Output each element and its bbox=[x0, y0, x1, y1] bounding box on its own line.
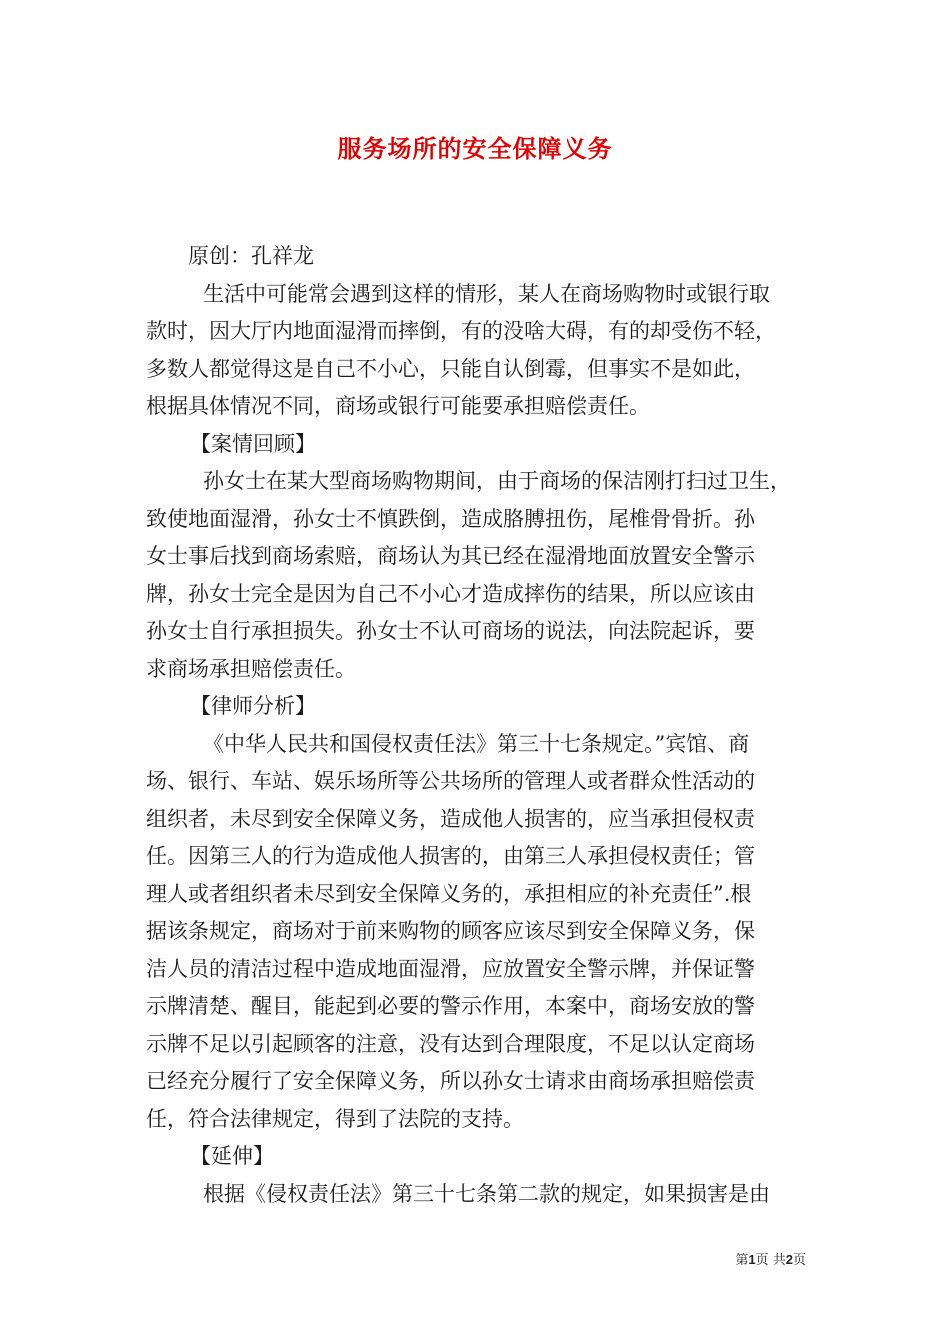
author-line: 原创：孔祥龙 bbox=[188, 244, 314, 268]
paragraph-line: 组织者，未尽到安全保障义务，造成他人损害的，应当承担侵权责 bbox=[146, 806, 755, 831]
page-number-footer bbox=[0, 1251, 806, 1270]
paragraph-line: 致使地面湿滑，孙女士不慎跌倒，造成胳膊扭伤，尾椎骨骨折。孙 bbox=[146, 506, 755, 531]
section-heading-case: 【案情回顾】 bbox=[190, 431, 316, 456]
paragraph-line: 牌，孙女士完全是因为自己不小心才造成摔伤的结果，所以应该由 bbox=[146, 581, 755, 606]
paragraph-line: 款时，因大厅内地面湿滑而摔倒，有的没啥大碍，有的却受伤不轻， bbox=[146, 319, 776, 343]
paragraph-line: 求商场承担赔偿责任。 bbox=[146, 656, 356, 681]
paragraph-line: 场、银行、车站、娱乐场所等公共场所的管理人或者群众性活动的 bbox=[146, 769, 755, 793]
document-title: 服务场所的安全保障义务 bbox=[337, 134, 613, 163]
footer-middle: 页 共 bbox=[755, 1253, 786, 1268]
paragraph-line: 孙女士在某大型商场购物期间，由于商场的保洁刚打扫过卫生， bbox=[203, 469, 791, 493]
footer-prefix: 第 bbox=[735, 1253, 749, 1268]
paragraph-line: 多数人都觉得这是自己不小心，只能自认倒霉，但事实不是如此， bbox=[146, 356, 755, 381]
paragraph-line: 洁人员的清洁过程中造成地面湿滑，应放置安全警示牌，并保证警 bbox=[146, 956, 755, 981]
paragraph-line: 生活中可能常会遇到这样的情形，某人在商场购物时或银行取 bbox=[203, 281, 770, 306]
paragraph-line: 任，符合法律规定，得到了法院的支持。 bbox=[146, 1106, 524, 1131]
paragraph-line: 据该条规定，商场对于前来购物的顾客应该尽到安全保障义务，保 bbox=[146, 919, 755, 943]
footer-total-pages: 2 bbox=[785, 1252, 793, 1267]
section-heading-extension: 【延伸】 bbox=[190, 1144, 274, 1168]
section-heading-analysis: 【律师分析】 bbox=[190, 694, 316, 718]
paragraph-line: 示牌清楚、醒目，能起到必要的警示作用，本案中，商场安放的警 bbox=[146, 994, 755, 1018]
paragraph-line: 孙女士自行承担损失。孙女士不认可商场的说法，向法院起诉，要 bbox=[146, 619, 755, 643]
paragraph-line: 《中华人民共和国侵权责任法》第三十七条规定。”宾馆、商 bbox=[203, 731, 750, 756]
paragraph-line: 根据《侵权责任法》第三十七条第二款的规定，如果损害是由 bbox=[203, 1181, 770, 1206]
footer-current-page: 1 bbox=[748, 1252, 756, 1267]
paragraph-line: 理人或者组织者未尽到安全保障义务的，承担相应的补充责任”.根 bbox=[146, 881, 752, 906]
paragraph-line: 示牌不足以引起顾客的注意，没有达到合理限度，不足以认定商场 bbox=[146, 1031, 755, 1056]
paragraph-line: 已经充分履行了安全保障义务，所以孙女士请求由商场承担赔偿责 bbox=[146, 1069, 755, 1093]
paragraph-line: 根据具体情况不同，商场或银行可能要承担赔偿责任。 bbox=[146, 394, 650, 418]
paragraph-line: 任。因第三人的行为造成他人损害的，由第三人承担侵权责任；管 bbox=[146, 844, 755, 868]
footer-suffix: 页 bbox=[792, 1253, 806, 1268]
paragraph-line: 女士事后找到商场索赔，商场认为其已经在湿滑地面放置安全警示 bbox=[146, 544, 755, 568]
document-body bbox=[146, 238, 816, 1213]
